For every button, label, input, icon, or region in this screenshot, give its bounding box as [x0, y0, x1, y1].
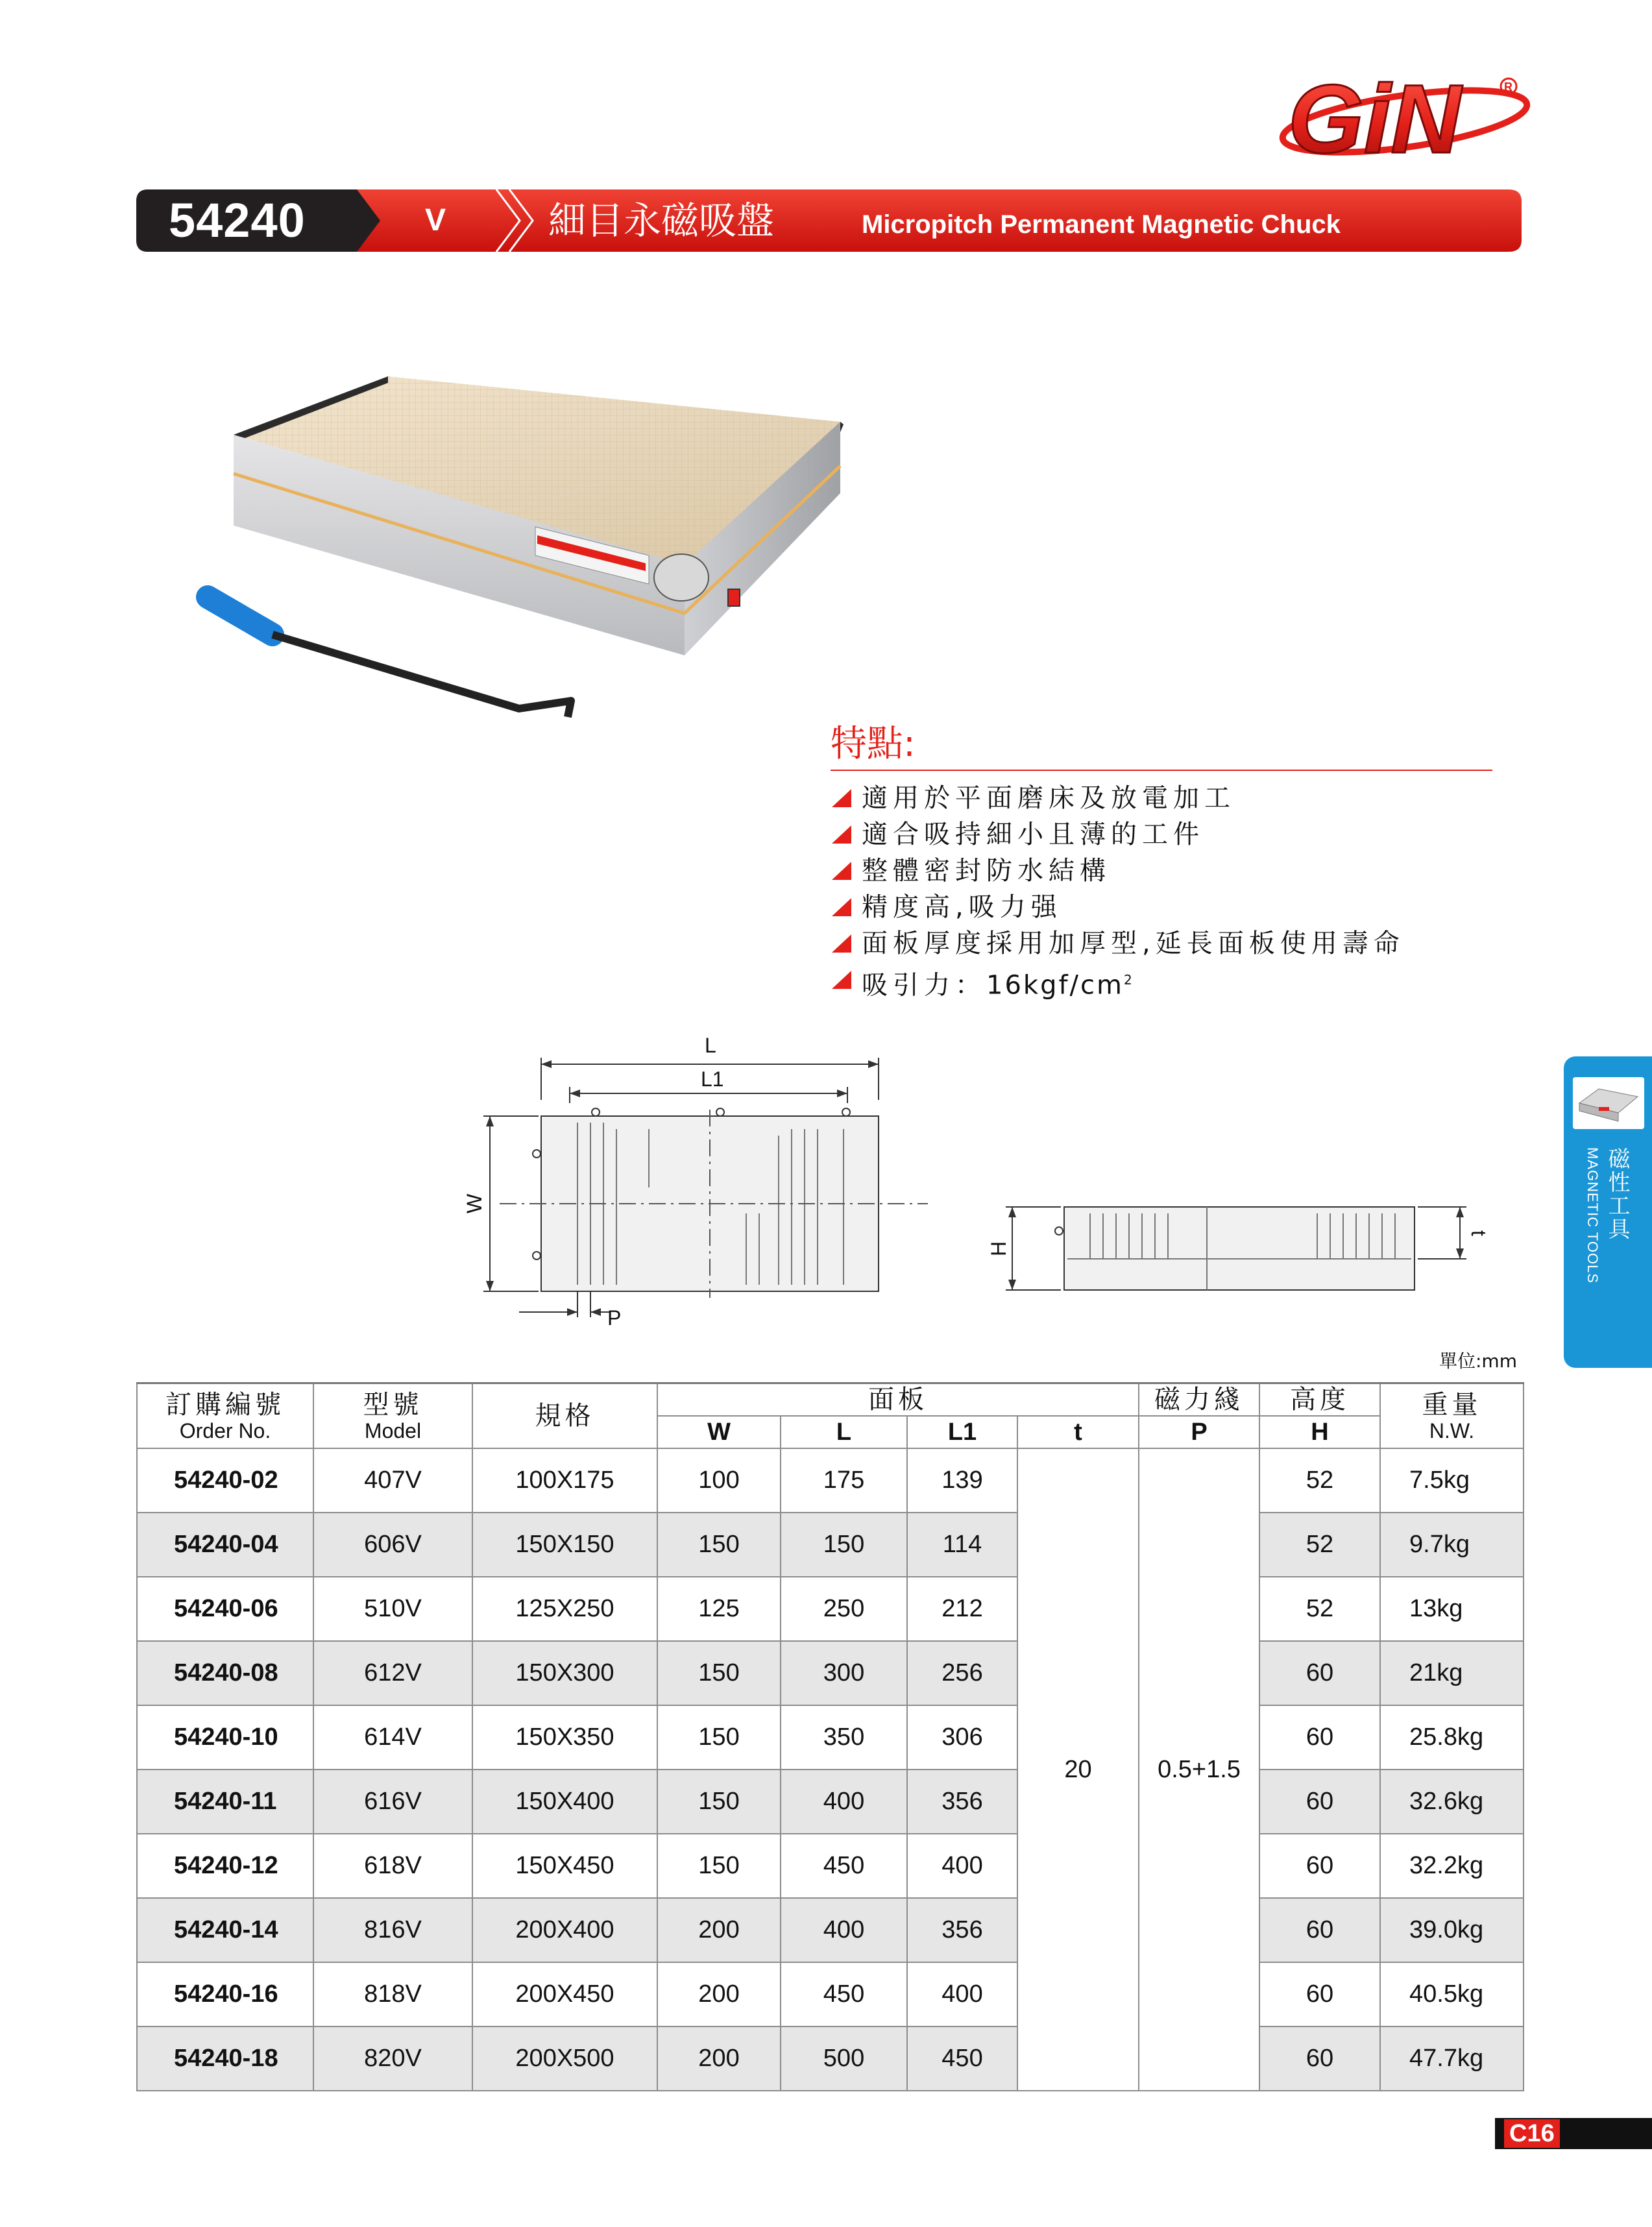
dim-label-P: P	[607, 1306, 622, 1330]
cell-H: 52	[1259, 1448, 1380, 1513]
cell-order-no: 54240-06	[137, 1577, 313, 1641]
triangle-bullet-icon	[832, 898, 851, 916]
header-spec: 規格	[472, 1383, 657, 1449]
cell-spec: 150X350	[472, 1705, 657, 1770]
cell-L: 450	[781, 1962, 907, 2026]
unit-label: 單位:mm	[1439, 1350, 1517, 1372]
triangle-bullet-icon	[832, 971, 851, 989]
header-model: 型號 Model	[313, 1383, 472, 1449]
feature-item: 適合吸持細小且薄的工件	[831, 816, 1492, 853]
cell-order-no: 54240-04	[137, 1513, 313, 1577]
cell-W: 150	[657, 1513, 781, 1577]
cell-L1: 400	[907, 1834, 1017, 1898]
cell-model: 407V	[313, 1448, 472, 1513]
cell-order-no: 54240-11	[137, 1770, 313, 1834]
cell-shared-t: 20	[1017, 1448, 1139, 2091]
svg-text:R: R	[1504, 80, 1512, 93]
gin-logo	[1275, 62, 1535, 172]
title-chinese: 細目永磁吸盤	[548, 199, 775, 243]
header-P: P	[1139, 1416, 1259, 1448]
cell-spec: 150X300	[472, 1641, 657, 1705]
features-heading: 特點:	[831, 720, 1492, 771]
order-code: 54240	[169, 193, 306, 247]
triangle-bullet-icon	[832, 789, 851, 807]
feature-item: 整體密封防水結構	[831, 853, 1492, 889]
table-row	[137, 1898, 1524, 1962]
cell-spec: 200X400	[472, 1898, 657, 1962]
cell-H: 60	[1259, 2026, 1380, 2091]
cell-net-weight: 9.7kg	[1380, 1513, 1524, 1577]
title-english: Micropitch Permanent Magnetic Chuck	[862, 210, 1341, 239]
cell-spec: 150X450	[472, 1834, 657, 1898]
cell-net-weight: 32.6kg	[1380, 1770, 1524, 1834]
cell-spec: 150X150	[472, 1513, 657, 1577]
cell-W: 150	[657, 1705, 781, 1770]
header-order-no: 訂購編號 Order No.	[137, 1383, 313, 1449]
table-row	[137, 1513, 1524, 1577]
cell-L: 400	[781, 1898, 907, 1962]
table-row	[137, 1770, 1524, 1834]
cell-spec: 200X500	[472, 2026, 657, 2091]
header-weight: 重量 N.W.	[1380, 1383, 1524, 1449]
feature-item: 面板厚度採用加厚型,延長面板使用壽命	[831, 925, 1492, 962]
cell-order-no: 54240-10	[137, 1705, 313, 1770]
cell-spec: 200X450	[472, 1962, 657, 2026]
cell-W: 200	[657, 2026, 781, 2091]
cell-model: 614V	[313, 1705, 472, 1770]
cell-model: 618V	[313, 1834, 472, 1898]
table-row	[137, 1834, 1524, 1898]
cell-spec: 150X400	[472, 1770, 657, 1834]
cell-W: 200	[657, 1962, 781, 2026]
features-list	[831, 780, 1492, 1001]
cell-L: 250	[781, 1577, 907, 1641]
cell-W: 150	[657, 1834, 781, 1898]
category-side-tab[interactable]	[1564, 1056, 1652, 1368]
cell-model: 816V	[313, 1898, 472, 1962]
table-row	[137, 1641, 1524, 1705]
cell-L: 400	[781, 1770, 907, 1834]
cell-order-no: 54240-16	[137, 1962, 313, 2026]
cell-model: 510V	[313, 1577, 472, 1641]
product-photo	[182, 363, 882, 831]
series-suffix: V	[425, 203, 446, 237]
table-row	[137, 1448, 1524, 1513]
cell-L1: 256	[907, 1641, 1017, 1705]
cell-shared-P: 0.5+1.5	[1139, 1448, 1259, 2091]
cell-order-no: 54240-08	[137, 1641, 313, 1705]
feature-item: 適用於平面磨床及放電加工	[831, 780, 1492, 816]
feature-item-force: 吸引力：$16kgf/cm^2$	[831, 962, 1492, 998]
cell-spec: 100X175	[472, 1448, 657, 1513]
cell-spec: 125X250	[472, 1577, 657, 1641]
cell-model: 818V	[313, 1962, 472, 2026]
cell-net-weight: 32.2kg	[1380, 1834, 1524, 1898]
cell-L: 150	[781, 1513, 907, 1577]
header-W: W	[657, 1416, 781, 1448]
dim-label-W: W	[463, 1193, 486, 1213]
cell-order-no: 54240-12	[137, 1834, 313, 1898]
table-body	[137, 1448, 1524, 2091]
header-t: t	[1017, 1416, 1139, 1448]
table-row	[137, 1705, 1524, 1770]
cell-L: 500	[781, 2026, 907, 2091]
cell-L1: 212	[907, 1577, 1017, 1641]
features-section	[831, 720, 1492, 1001]
side-tab-label-chinese: 磁性工具	[1604, 1147, 1630, 1241]
cell-order-no: 54240-18	[137, 2026, 313, 2091]
cell-model: 616V	[313, 1770, 472, 1834]
cell-net-weight: 47.7kg	[1380, 2026, 1524, 2091]
cell-W: 150	[657, 1770, 781, 1834]
cell-net-weight: 40.5kg	[1380, 1962, 1524, 2026]
cell-W: 100	[657, 1448, 781, 1513]
header-L: L	[781, 1416, 907, 1448]
cell-L1: 114	[907, 1513, 1017, 1577]
cell-H: 60	[1259, 1962, 1380, 2026]
cell-net-weight: 7.5kg	[1380, 1448, 1524, 1513]
cell-W: 200	[657, 1898, 781, 1962]
cell-H: 60	[1259, 1770, 1380, 1834]
specification-table	[136, 1382, 1524, 2091]
cell-L1: 400	[907, 1962, 1017, 2026]
side-tab-label-english: MAGNETIC TOOLS	[1585, 1147, 1601, 1284]
dim-label-H: H	[987, 1241, 1010, 1256]
cell-L: 175	[781, 1448, 907, 1513]
title-banner	[136, 189, 1522, 252]
cell-net-weight: 25.8kg	[1380, 1705, 1524, 1770]
cell-L1: 306	[907, 1705, 1017, 1770]
cell-net-weight: 13kg	[1380, 1577, 1524, 1641]
triangle-bullet-icon	[832, 934, 851, 953]
header-panel: 面板	[657, 1383, 1139, 1417]
header-H: H	[1259, 1416, 1380, 1448]
header-L1: L1	[907, 1416, 1017, 1448]
header-height: 高度	[1259, 1383, 1380, 1417]
cell-order-no: 54240-02	[137, 1448, 313, 1513]
feature-item: 精度高,吸力强	[831, 889, 1492, 925]
cell-H: 52	[1259, 1513, 1380, 1577]
cell-L: 450	[781, 1834, 907, 1898]
cell-model: 820V	[313, 2026, 472, 2091]
cell-W: 125	[657, 1577, 781, 1641]
cell-H: 60	[1259, 1898, 1380, 1962]
cell-W: 150	[657, 1641, 781, 1705]
cell-model: 606V	[313, 1513, 472, 1577]
dim-label-t: t	[1467, 1230, 1490, 1236]
page-number: C16	[1504, 2119, 1560, 2148]
cell-L1: 356	[907, 1898, 1017, 1962]
cell-model: 612V	[313, 1641, 472, 1705]
cell-L1: 356	[907, 1770, 1017, 1834]
triangle-bullet-icon	[832, 825, 851, 844]
cell-L1: 139	[907, 1448, 1017, 1513]
cell-L: 350	[781, 1705, 907, 1770]
table-row	[137, 1962, 1524, 2026]
table-row	[137, 2026, 1524, 2091]
magnetic-chuck-thumbnail-icon	[1573, 1077, 1644, 1129]
cell-net-weight: 21kg	[1380, 1641, 1524, 1705]
cell-H: 60	[1259, 1834, 1380, 1898]
dimension-diagram	[454, 1032, 1492, 1343]
cell-L: 300	[781, 1641, 907, 1705]
table-row	[137, 1577, 1524, 1641]
cell-H: 60	[1259, 1705, 1380, 1770]
triangle-bullet-icon	[832, 862, 851, 880]
cell-net-weight: 39.0kg	[1380, 1898, 1524, 1962]
cell-L1: 450	[907, 2026, 1017, 2091]
cell-H: 52	[1259, 1577, 1380, 1641]
svg-text:GiN: GiN	[1288, 64, 1461, 172]
dim-label-L: L	[705, 1034, 716, 1057]
cell-H: 60	[1259, 1641, 1380, 1705]
cell-order-no: 54240-14	[137, 1898, 313, 1962]
dim-label-L1: L1	[701, 1067, 724, 1091]
header-pitch: 磁力綫	[1139, 1383, 1259, 1417]
